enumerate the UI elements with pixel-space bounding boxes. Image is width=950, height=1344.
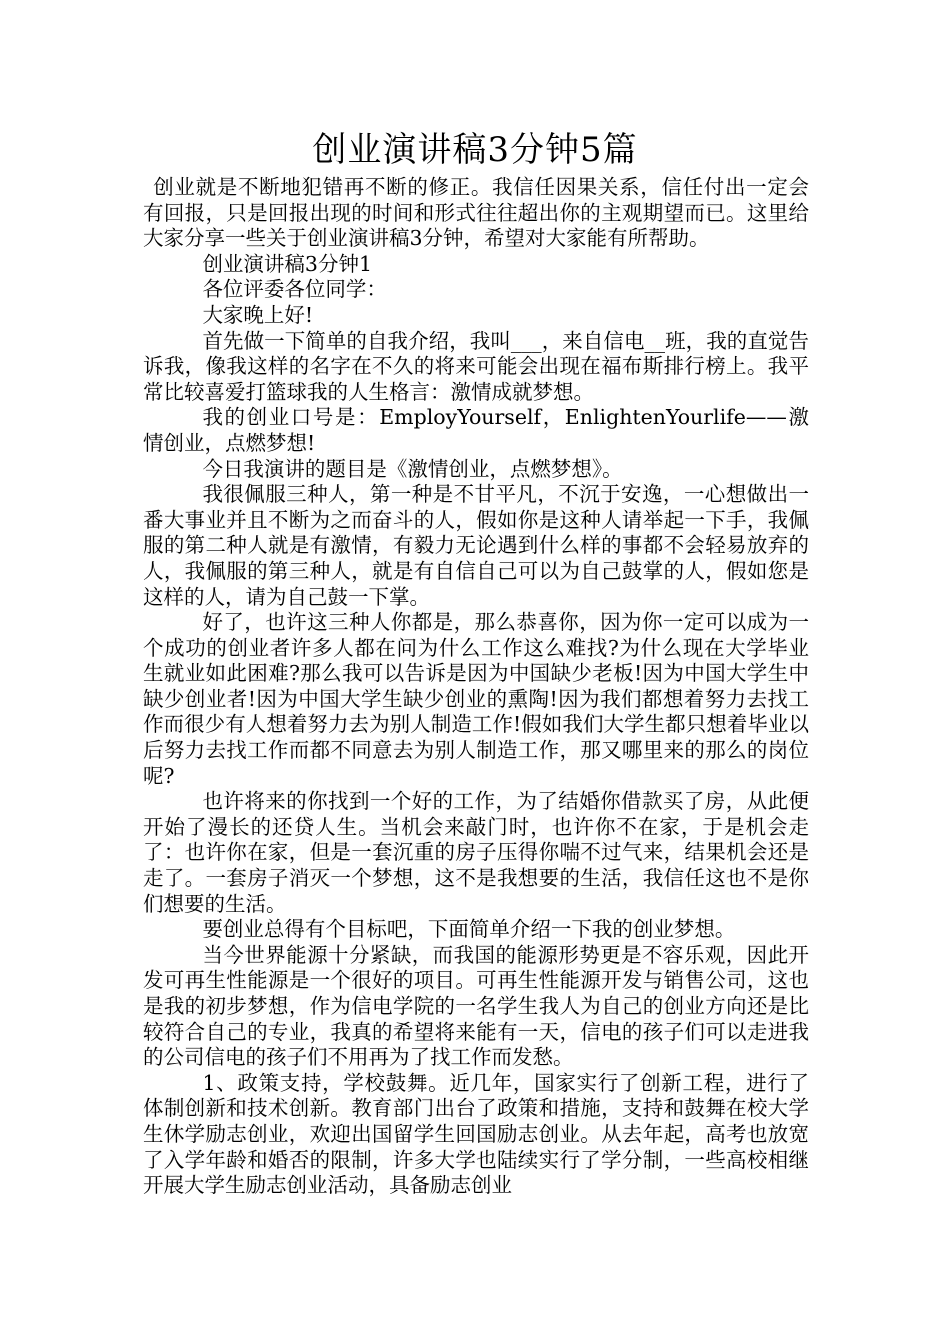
paragraph: 首先做一下简单的自我介绍，我叫___，来自信电__班，我的直觉告诉我，像我这样的名字在不久的将来可能会出现在福布斯排行榜上。我平常比较喜爱打篮球我的人生格言：激情成就梦想。 — [143, 328, 809, 404]
paragraph: 要创业总得有个目标吧，下面简单介绍一下我的创业梦想。 — [202, 917, 736, 942]
paragraph-intro: 创业就是不断地犯错再不断的修正。我信任因果关系，信任付出一定会有回报，只是回报出现的时间和形式往往超出你的主观期望而已。这里给大家分享一些关于创业演讲稿3分钟，希望对大家能有所帮助。 — [143, 175, 809, 251]
paragraph: 我的创业口号是：EmployYourself，EnlightenYourlife——激情创业，点燃梦想! — [143, 405, 809, 455]
document-body — [143, 175, 809, 1199]
paragraph: 好了，也许这三种人你都是，那么恭喜你，因为你一定可以成为一个成功的创业者许多人都在问为什么工作这么难找?为什么现在大学毕业生就业如此困难?那么我可以告诉是因为中国缺少老板!因为中国大学生中缺少创业者!因为中国大学生缺少创业的熏陶!因为我们都想着努力去找工作而很少有人想着努力去为别人制造工作!假如我们大学生都只想着毕业以后努力去找工作而都不同意去为别人制造工作，那又哪里来的那么的岗位呢? — [143, 610, 809, 788]
paragraph: 1、政策支持，学校鼓舞。近几年，国家实行了创新工程，进行了体制创新和技术创新。教育部门出台了政策和措施，支持和鼓舞在校大学生休学励志创业，欢迎出国留学生回国励志创业。从去年起，高考也放宽了入学年龄和婚否的限制，许多大学也陆续实行了学分制，一些高校相继开展大学生励志创业活动，具备励志创业 — [143, 1070, 809, 1198]
paragraph: 当今世界能源十分紧缺，而我国的能源形势更是不容乐观，因此开发可再生性能源是一个很好的项目。可再生性能源开发与销售公司，这也是我的初步梦想，作为信电学院的一名学生我人为自己的创业方向还是比较符合自己的专业，我真的希望将来能有一天，信电的孩子们可以走进我的公司信电的孩子们不用再为了找工作而发愁。 — [143, 942, 809, 1070]
section-heading: 创业演讲稿3分钟1 — [202, 251, 373, 276]
paragraph: 也许将来的你找到一个好的工作，为了结婚你借款买了房，从此便开始了漫长的还贷人生。当机会来敲门时，也许你不在家，于是机会走了：也许你在家，但是一套沉重的房子压得你喘不过气来，结果机会还是走了。一套房子消灭一个梦想，这不是我想要的生活，我信任这也不是你们想要的生活。 — [143, 789, 809, 916]
salutation: 各位评委各位同学： — [202, 277, 387, 302]
greeting: 大家晚上好! — [202, 302, 314, 327]
paragraph: 我很佩服三种人，第一种是不甘平凡，不沉于安逸，一心想做出一番大事业并且不断为之而奋斗的人，假如你是这种人请举起一下手，我佩服的第二种人就是有激情，有毅力无论遇到什么样的事都不会轻易放弃的人，我佩服的第三种人，就是有自信自己可以为自己鼓掌的人，假如您是这样的人，请为自己鼓一下掌。 — [143, 482, 809, 609]
paragraph: 今日我演讲的题目是《激情创业，点燃梦想》。 — [202, 456, 623, 481]
document-title: 创业演讲稿3分钟5篇 — [312, 130, 638, 170]
